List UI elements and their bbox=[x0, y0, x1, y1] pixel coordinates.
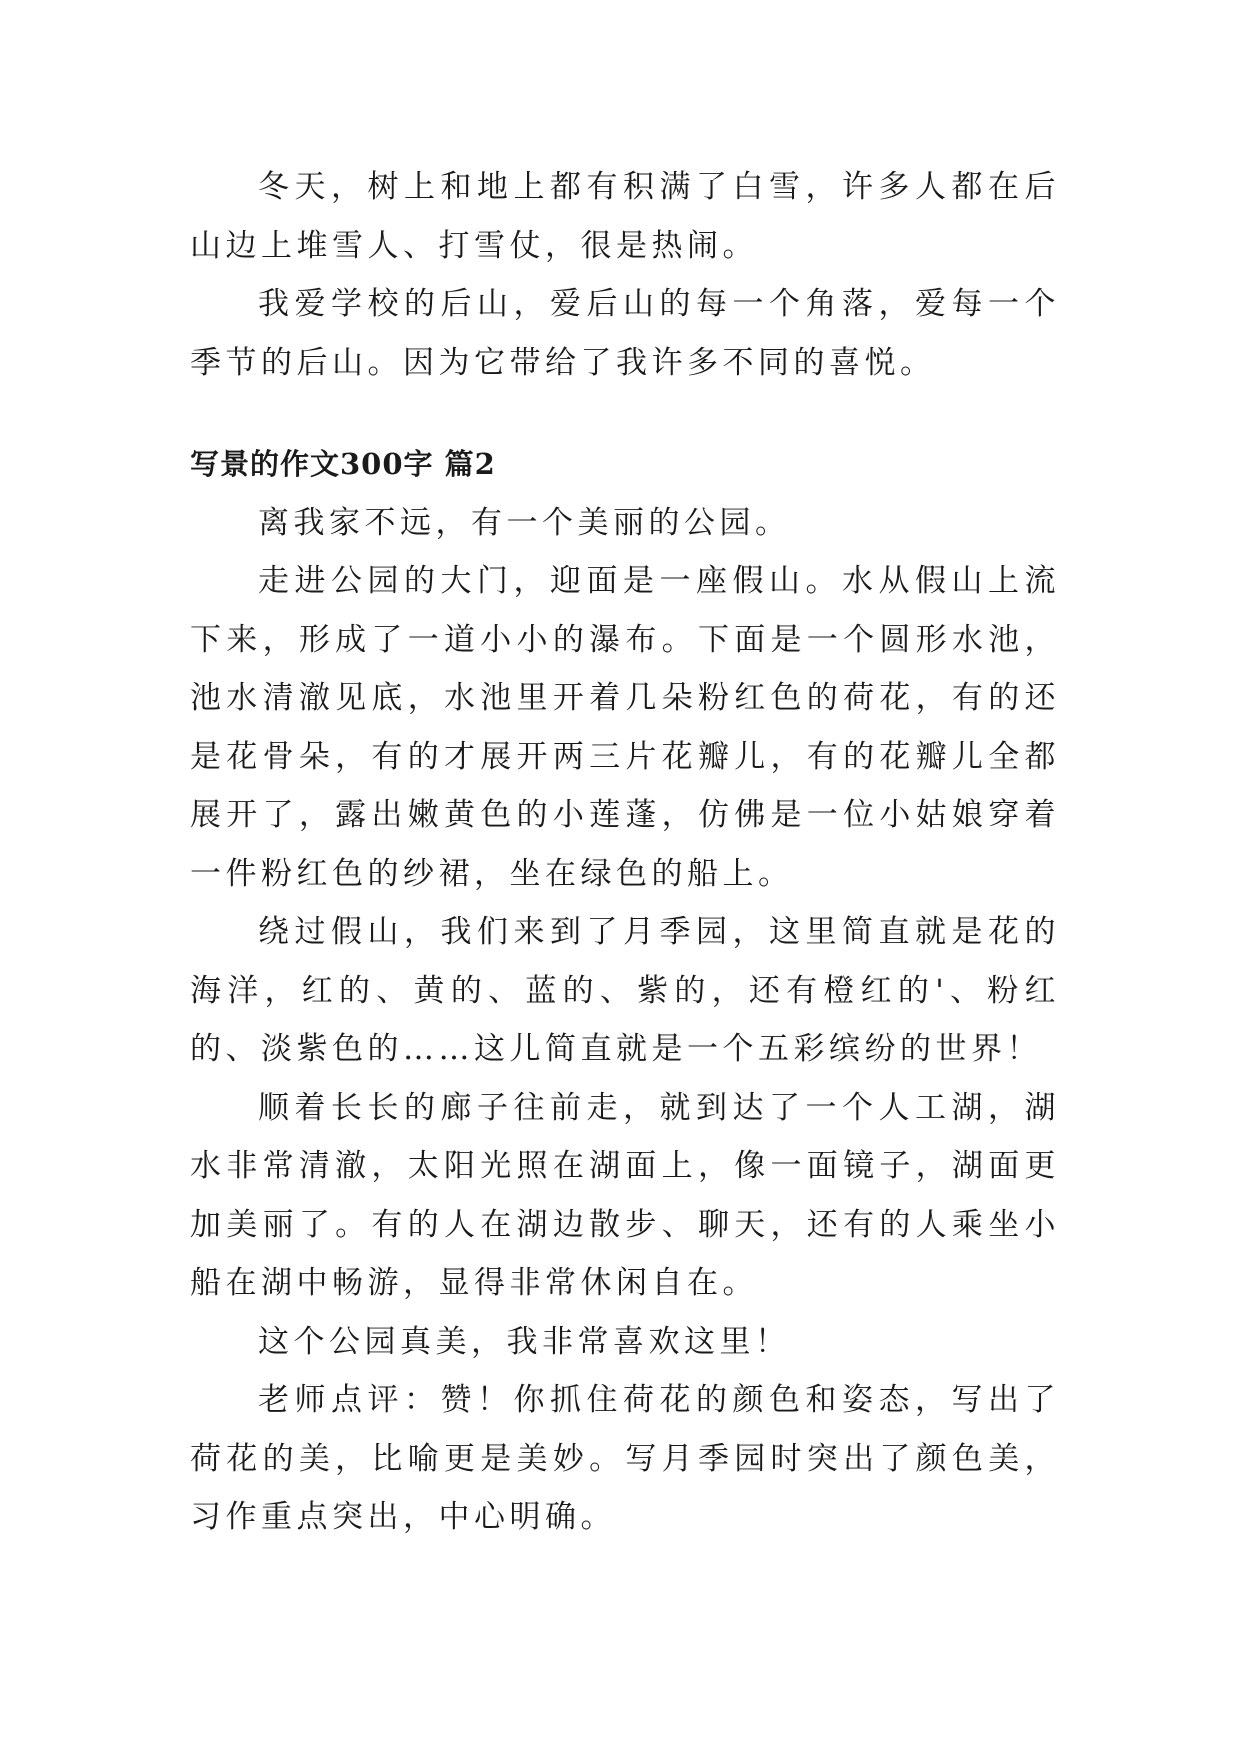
paragraph: 顺着长长的廊子往前走，就到达了一个人工湖，湖水非常清澈，太阳光照在湖面上，像一面镜子，湖面更加美丽了。有的人在湖边散步、聊天，还有的人乘坐小船在湖中畅游，显得非常休闲自在。 bbox=[190, 1089, 1060, 1301]
paragraph: 我爱学校的后山，爱后山的每一个角落，爱每一个季节的后山。因为它带给了我许多不同的喜悦。 bbox=[190, 286, 1060, 381]
paragraph: 这个公园真美，我非常喜欢这里！ bbox=[258, 1323, 791, 1360]
paragraph: 绕过假山，我们来到了月季园，这里简直就是花的海洋，红的、黄的、蓝的、紫的，还有橙红的'、粉红的、淡紫色的……这儿简直就是一个五彩缤纷的世界！ bbox=[190, 914, 1060, 1067]
paragraph: 冬天，树上和地上都有积满了白雪，许多人都在后山边上堆雪人、打雪仗，很是热闹。 bbox=[190, 169, 1060, 264]
teacher-comment: 老师点评：赞！你抓住荷花的颜色和姿态，写出了荷花的美，比喻更是美妙。写月季园时突出了颜色美，习作重点突出，中心明确。 bbox=[190, 1382, 1060, 1535]
intro-section bbox=[190, 158, 1060, 392]
section-title: 写景的作文300字 篇2 bbox=[190, 447, 496, 481]
paragraph: 走进公园的大门，迎面是一座假山。水从假山上流下来，形成了一道小小的瀑布。下面是一个圆形水池，池水清澈见底，水池里开着几朵粉红色的荷花，有的还是花骨朵，有的才展开两三片花瓣儿，有的花瓣儿全都展开了，露出嫩黄色的小莲蓬，仿佛是一位小姑娘穿着一件粉红色的纱裙，坐在绿色的船上。 bbox=[190, 563, 1060, 892]
paragraph: 离我家不远，有一个美丽的公园。 bbox=[258, 504, 791, 541]
essay-body bbox=[190, 494, 1060, 1547]
document-page bbox=[190, 158, 1060, 1547]
